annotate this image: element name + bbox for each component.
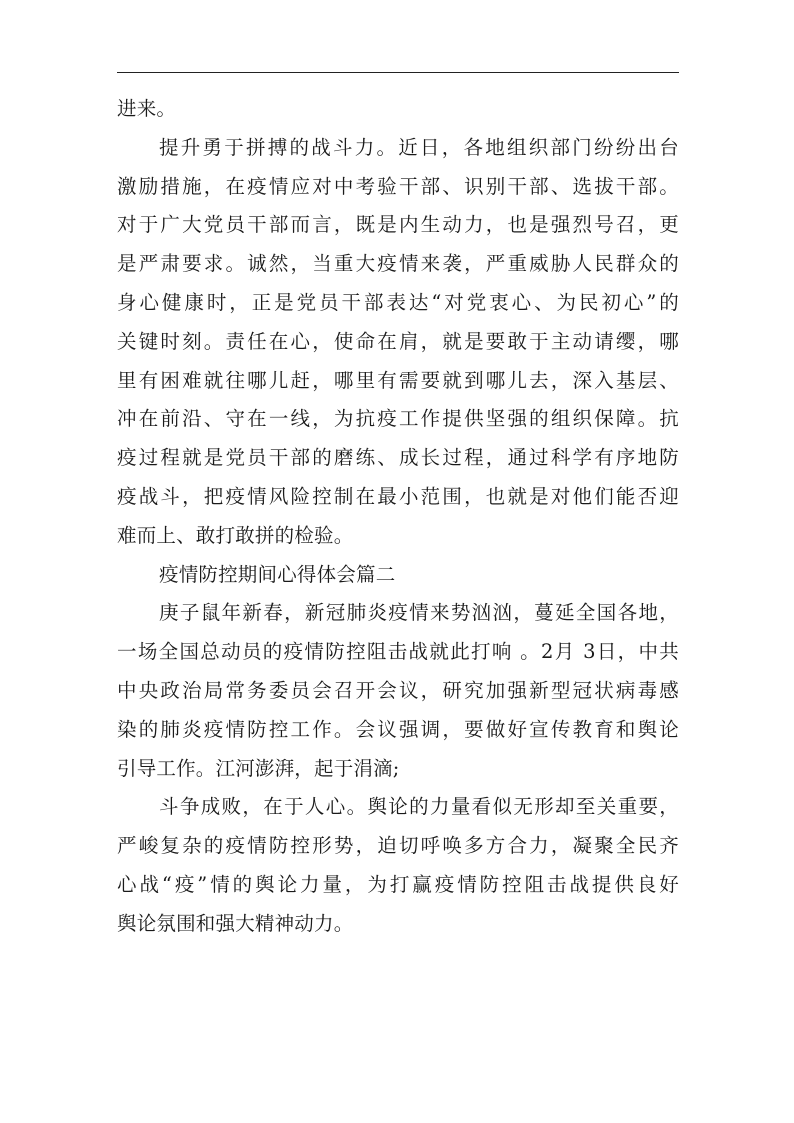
text-line: 难而上、敢打敢拼的检验。 <box>117 523 354 547</box>
text-line: 斗争成败，在于人心。舆论的力量看似无形却至关重要， <box>159 795 679 819</box>
text-line: 激励措施，在疫情应对中考验干部、识别干部、选拔干部。 <box>117 174 679 198</box>
text-line: 庚子鼠年新春，新冠肺炎疫情来势汹汹，蔓延全国各地， <box>159 601 679 625</box>
text-line: 冲在前沿、守在一线，为抗疫工作提供坚强的组织保障。抗 <box>117 407 679 431</box>
text-line: 严峻复杂的疫情防控形势，迫切呼唤多方合力，凝聚全民齐 <box>117 834 679 858</box>
text-line: 是严肃要求。诚然，当重大疫情来袭，严重威胁人民群众的 <box>117 252 679 276</box>
text-line: 心战“疫”情的舆论力量，为打赢疫情防控阻击战提供良好 <box>117 872 679 896</box>
text-line: 关键时刻。责任在心，使命在肩，就是要敢于主动请缨，哪 <box>117 329 679 353</box>
text-line: 疫战斗，把疫情风险控制在最小范围，也就是对他们能否迎 <box>117 484 679 508</box>
text-line: 对于广大党员干部而言，既是内生动力，也是强烈号召，更 <box>117 213 679 237</box>
text-line: 进来。 <box>117 97 177 120</box>
text-line: 提升勇于拼搏的战斗力。近日，各地组织部门纷纷出台 <box>159 135 679 159</box>
text-line: 身心健康时，正是党员干部表达“对党衷心、为民初心”的 <box>117 290 679 314</box>
text-line: 引导工作。江河澎湃，起于涓滴; <box>117 756 400 780</box>
text-line: 染的肺炎疫情防控工作。会议强调，要做好宣传教育和舆论 <box>117 717 679 741</box>
text-line: 舆论氛围和强大精神动力。 <box>117 911 354 935</box>
text-line: 一场全国总动员的疫情防控阻击战就此打响 。2月 3日，中共 <box>117 640 679 664</box>
header-rule <box>117 72 679 73</box>
text-line: 里有困难就往哪儿赶，哪里有需要就到哪儿去，深入基层、 <box>117 368 679 392</box>
section-heading: 疫情防控期间心得体会篇二 <box>159 562 396 586</box>
text-line: 中央政治局常务委员会召开会议，研究加强新型冠状病毒感 <box>117 678 679 702</box>
text-line: 疫过程就是党员干部的磨练、成长过程，通过科学有序地防 <box>117 446 679 470</box>
body-text <box>117 90 679 944</box>
